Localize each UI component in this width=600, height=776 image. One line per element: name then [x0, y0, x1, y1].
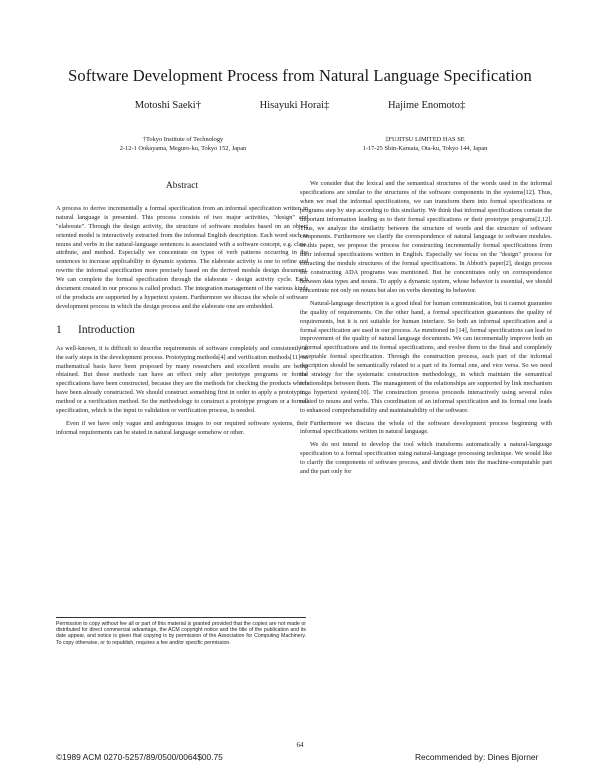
section-heading	[56, 323, 308, 336]
right-column	[300, 180, 552, 481]
copyright-line: ©1989 ACM 0270-5257/89/0500/0064$00.75	[56, 752, 223, 762]
affiliation-address: 2-12-1 Ookayama, Meguro-ku, Tokyo 152, Japan	[119, 144, 247, 152]
body-paragraph: Furthermore we discuss the whole of the software development process beginning with informal specifications written in natural language.	[300, 419, 552, 436]
section-number: 1	[56, 323, 62, 336]
body-paragraph: We do not intend to develop the tool which transforms automatically a natural-language specification to a formal specification using natural-language processing technique. We would like to clarify the components of software process, and divide them into the machine-computable part and the part only for	[300, 441, 552, 476]
affiliation-name: †Tokyo Institute of Technology	[142, 136, 224, 143]
abstract-text: A process to derive incrementally a formal specification from an informal specification written in natural language is presented. This process consists of two major activities, "design" and "elaborate". Through the design activity, the structure of software modules based on an object oriented model is interactively extracted from the informal English description. Each word such as nouns and verbs in the natural-language sentences is associated with a software concept, e.g. class, attribute, and method. Especially we concentrate on types of verb patterns occurring in the sentences to increase applicability to dynamic systems. The elaborate activity is one to refine and rewrite the informal specification more precisely based on the derived module design document. We can complete the formal specification through the elaborate - design activity cycle. Each document created in our process is called product. The integration management of the various kinds of the products are supported by a hypertext system. Furthermore we discuss the whole of software development process in which the design process and the elaborate one are embedded.	[56, 204, 308, 310]
body-paragraph: Even if we have only vague and ambiguous images to our required software systems, their informal requirements can be stated in natural language somehow or other.	[56, 419, 308, 436]
abstract-heading: Abstract	[165, 181, 199, 191]
section-title: Introduction	[78, 323, 135, 336]
left-column	[56, 180, 308, 442]
affiliation-right	[300, 136, 550, 153]
author-name: Motoshi Saeki†	[134, 100, 201, 111]
recommended-by: Recommended by: Dines Bjorner	[415, 752, 539, 762]
affiliation-address: 1-17-25 Shin-Kamata, Ota-ku, Tokyo 144, Japan	[362, 144, 488, 152]
body-paragraph: As well-known, it is difficult to describe requirements of software completely and consistently at the early steps in the development process. Prototyping methods[4] and verification methods[11] on mathematical basis have been proposed by many researchers and excellent results are being obtained. But these methods can have an effect only after prototype programs or formal specifications have been constructed, because they are the methods for checking the products which have been already constructed. We should construct something first in order to apply a prototyping method or a verification method. So the methodology to construct a prototype program or a formal specification, which is the input to validation or verification process, is needed.	[56, 344, 308, 415]
body-paragraph: Natural-language description is a good ideal for human communication, but it cannot guarantee the quality of requirements. On the other hand, a formal specification guarantees the quality of requirements, but it is not suitable for human interface. So both an informal specification and a formal specification are used in our process. As mentioned in [14], formal specifications can lead to improvement of the quality of natural language documents. We can incrementally improve both an informal specifications and its formal specifications, and evolve them to the final and completely acceptable formal specification. Through the construction process, each part of the informal description should be semantically related to a part of its formal one, and vice versa. So we need the strategy for the systematic construction methodology, in which maintain the semantical relationships between them. The management of the relationships are supported by link mechanism in a hypertext system[10]. The construction process proceeds interactively using several rules related to nouns and verbs. This coordination of an informal specification and its formal one leads to enhanced comprehensibility and maintainability of the software.	[300, 299, 552, 414]
affiliation-name: ‡FUJITSU LIMITED HAS SE	[385, 136, 465, 143]
permission-notice: Permission to copy without fee all or part of this material is granted provided that the copies are not made or distributed for direct commercial advantage, the ACM copyright notice and the title of the publication and its date appear, and notice is given that copying is by permission of the Association for Computing Machinery. To copy otherwise, or to republish, requires a fee and/or specific permission.	[56, 617, 306, 646]
author-list	[0, 100, 600, 111]
paper-title: Software Development Process from Natural Language Specification	[68, 66, 532, 85]
page-number: 64	[296, 741, 304, 749]
body-paragraph: We consider that the lexical and the semantical structures of the words used in the informal specifications are similar to the structures of the software components in the systems[12]. Thus, when we read the informal specifications, we can transform them into formal specifications or programs step by step according to this similarity. We think that informal specifications contain the important information leading us to their formal specifications or their prototype programs[2,12]. Thus, we analyze the similarity between the structure of words and the structure of software components. Furthermore we clarify the correspondence of natural language to software modules. In this paper, we propose the process for constructing incrementally formal specifications from their informal specifications written in English. Especially we focus on the "design" process for extracting the module structures of the formal specifications. In Abbott's paper[2], design process for constructing ADA programs was mentioned. But he concentrates only on correspondence between data types and nouns. To apply a dynamic system, whose behavior is essential, we should concentrate not only on nouns but also on verbs denoting its behavior.	[300, 180, 552, 294]
affiliation-left	[58, 136, 308, 153]
author-name: Hisayuki Horai‡	[259, 100, 330, 111]
author-name: Hajime Enomoto‡	[387, 100, 466, 111]
